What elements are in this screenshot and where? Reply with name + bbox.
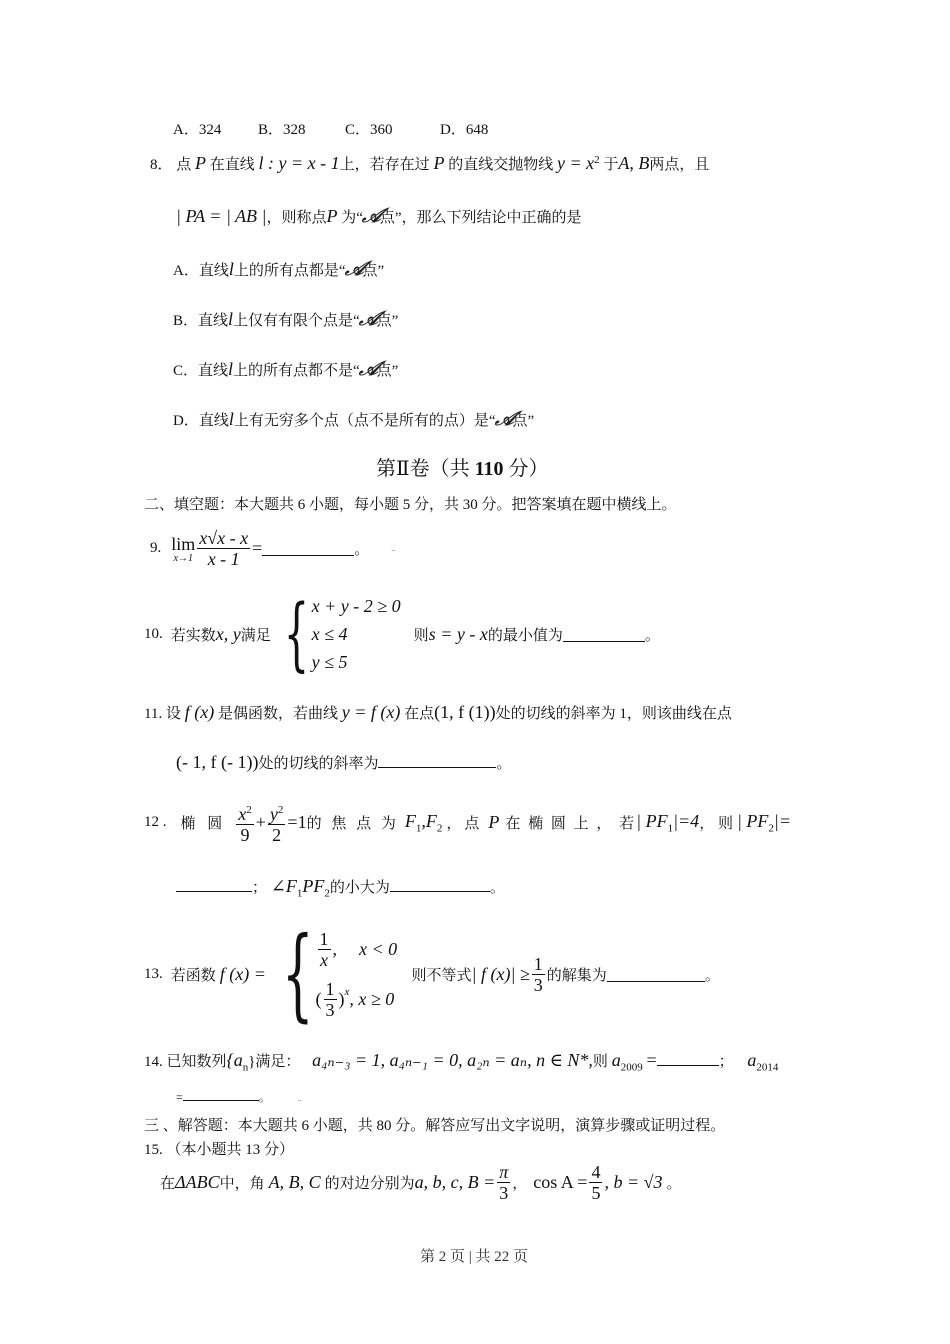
equals-one: =1 — [287, 812, 307, 832]
question-10 — [144, 587, 660, 680]
constraints — [312, 592, 412, 676]
math-parabola: y = x — [556, 153, 595, 173]
script-a-icon: 𝒜 — [357, 356, 380, 380]
section-2-title — [376, 452, 549, 481]
math-inequality: | f (x)| ≥ — [471, 963, 530, 984]
math-l: l — [228, 309, 234, 329]
denominator: 3 — [499, 1183, 509, 1203]
math-sides: a, b, c, B = — [414, 1172, 496, 1192]
option-text: 上的所有点都不是“ — [233, 363, 360, 379]
q8-option-d — [173, 406, 534, 430]
constraint: x ≤ 4 — [311, 624, 348, 644]
math-angles: A, B, C — [268, 1172, 321, 1192]
math-conditions: a₄ₙ₋₃ = 1, a₄ₙ₋₁ = 0, a₂ₙ = aₙ, n ∈ N*, — [312, 1050, 593, 1070]
text: 在 — [160, 1176, 176, 1192]
numerator: 1 — [319, 928, 329, 949]
numerator: π — [499, 1162, 509, 1182]
math-cos: cos A = — [533, 1172, 588, 1192]
math-l: l — [228, 409, 234, 429]
option-text: 上的所有点都是“ — [233, 263, 346, 279]
question-12-line1: 12 . 椭 圆 $\frac{x^2}{9}$ + $\frac{y^2}{2}$ =1 的 焦 点 为 $F_1,F_2$ ，点 P 在 椭 圆 上 ， 若 | $PF_1|=4$ ， 则 | $PF_2|=$ — [144, 800, 791, 845]
q7-option-d: D．648 — [440, 122, 489, 138]
marker: .. — [297, 1094, 302, 1103]
fraction-x: $\frac{x^2}{9}$ — [236, 800, 254, 845]
question-number: 15. — [144, 1142, 163, 1158]
text: ，则称点 — [266, 210, 327, 226]
text: 则 — [592, 1054, 608, 1070]
period: 。 — [258, 1090, 271, 1104]
q8-option-a — [173, 256, 384, 280]
option-label: D．直线 — [173, 413, 229, 429]
period: 。 — [666, 1176, 682, 1192]
text: 处的切线的斜率为 — [258, 756, 379, 772]
text: 则不等式 — [411, 967, 472, 984]
left-brace-icon: { — [283, 587, 309, 680]
text: ，点 — [446, 816, 483, 832]
option-text: 点” — [512, 413, 535, 429]
text: 中，角 — [219, 1176, 265, 1192]
option-text: 点” — [376, 363, 399, 379]
page-footer: 第 2 页 | 共 22 页 — [420, 1249, 529, 1265]
equals: |= — [773, 810, 792, 831]
math-pf1: | PF — [636, 810, 668, 831]
math-F: F — [404, 810, 416, 831]
case-2: ( $\frac{1}{3}$ ) $^x$ , x ≥ 0 — [315, 978, 395, 1020]
question-8-line1 — [150, 153, 709, 174]
math-F: F — [425, 810, 437, 831]
text: 两点，且 — [649, 157, 710, 173]
answer-blank[interactable] — [262, 541, 354, 556]
denominator: 5 — [591, 1183, 601, 1203]
math-xy: x, y — [215, 623, 241, 644]
math-condition: | PA = | AB | — [176, 206, 267, 226]
lim-subscript: x→1 — [173, 552, 193, 564]
denominator: x — [320, 949, 329, 970]
text: 已知数列 — [166, 1054, 227, 1070]
math-P: P — [488, 812, 500, 832]
text: 则 — [413, 627, 429, 644]
question-number: 13. — [144, 965, 163, 982]
question-number: 8． — [150, 157, 173, 173]
answer-blank[interactable] — [607, 967, 705, 982]
math-fx: f (x) — [184, 702, 215, 722]
text: 为“ — [341, 210, 363, 226]
answer-blank[interactable] — [657, 1051, 719, 1066]
constraint: y ≤ 5 — [311, 652, 348, 672]
question-14-line2 — [176, 1088, 302, 1105]
numerator: x√x - x — [199, 528, 249, 548]
question-number: 11. — [144, 706, 163, 722]
period: 。 — [496, 756, 512, 772]
condition: x < 0 — [359, 938, 398, 959]
numerator: 1 — [533, 953, 543, 974]
question-9 — [150, 528, 395, 569]
numerator: 4 — [591, 1162, 601, 1182]
math-seq: {a — [226, 1050, 243, 1070]
text: 于 — [603, 157, 619, 173]
denominator: x - 1 — [207, 549, 240, 569]
subscript: n — [242, 1061, 249, 1074]
text: 的 焦 点 为 — [306, 816, 399, 832]
text: 上，若存在过 — [339, 157, 430, 173]
question-number: 12 . — [144, 814, 167, 830]
constraint: x + y - 2 ≥ 0 — [311, 596, 401, 616]
fraction-y: $\frac{y^2}{2}$ — [268, 800, 286, 845]
period: 。 — [704, 967, 720, 984]
answer-blank[interactable] — [390, 877, 490, 892]
math-fx: f (x) = — [219, 963, 266, 984]
equals: = — [646, 1050, 657, 1070]
option-text: 点” — [362, 263, 385, 279]
math-angle: PF — [302, 876, 325, 896]
question-14-line1 — [144, 1050, 778, 1074]
math-angle: ∠F — [270, 876, 297, 896]
question-11-line2 — [176, 752, 512, 773]
question-number: 9. — [150, 540, 162, 556]
answer-blank[interactable] — [378, 753, 496, 768]
text: 在点 — [404, 706, 435, 722]
numerator: 1 — [325, 978, 335, 999]
math-P: P — [433, 153, 445, 173]
piecewise-cases — [316, 924, 406, 1024]
answer-blank[interactable] — [176, 877, 252, 892]
section-2-instructions: 二、填空题：本大题共 6 小题，每小题 5 分，共 30 分。把答案填在题中横线上。 — [144, 497, 677, 513]
answer-blank[interactable] — [183, 1090, 259, 1101]
question-13 — [144, 915, 720, 1032]
question-11-line1 — [144, 702, 732, 723]
question-12-line2: ； $\angle F_1PF_2$的小大为 。 — [176, 876, 505, 900]
numerator: y — [269, 804, 278, 824]
period: 。 — [354, 542, 370, 558]
math-l: l — [228, 259, 234, 279]
separator: ； — [252, 880, 268, 896]
math-a: a — [611, 1050, 621, 1070]
text: 在 椭 圆 上 ， 若 — [505, 816, 637, 832]
separator: ； — [718, 1054, 734, 1070]
denominator: 3 — [325, 999, 335, 1020]
text: 点”，那么下列结论中正确的是 — [379, 210, 582, 226]
option-text: 点” — [376, 313, 399, 329]
text: 的最小值为 — [487, 627, 563, 644]
math-pf2: | PF — [736, 810, 769, 831]
script-a-icon: 𝒜 — [342, 256, 366, 280]
fraction — [197, 528, 250, 569]
text: 满足 — [240, 627, 271, 644]
option-text: 上仅有有限个点是“ — [233, 313, 360, 329]
option-label: C．直线 — [173, 363, 229, 379]
text: 的小大为 — [329, 880, 390, 896]
math-P: P — [326, 206, 338, 226]
math-triangle: ΔABC — [175, 1172, 220, 1192]
math-objective: s = y - x — [428, 623, 488, 644]
math-line-eq: l : y = x - 1 — [258, 153, 340, 173]
text: 第Ⅱ卷（共 — [376, 458, 475, 480]
question-15-body — [160, 1162, 682, 1203]
text: 的解集为 — [546, 967, 607, 984]
lim-text: lim — [171, 533, 196, 554]
math-AB: A, B — [618, 153, 650, 173]
score-note: （本小题共 13 分） — [166, 1142, 295, 1158]
text: 在直线 — [209, 157, 255, 173]
text: 若函数 — [170, 967, 216, 984]
text: ， — [512, 1176, 528, 1192]
subscript: 2009 — [620, 1061, 643, 1074]
value: |=4 — [673, 810, 700, 831]
text: 的对边分别为 — [324, 1176, 415, 1192]
marker: .. — [391, 544, 396, 553]
text: 椭 圆 — [180, 816, 227, 832]
condition: , x ≥ 0 — [349, 988, 395, 1009]
text: 分） — [503, 458, 549, 480]
period: 。 — [644, 627, 660, 644]
text: ， 则 — [699, 816, 733, 832]
q7-option-a: A．324 — [173, 122, 222, 138]
period: 。 — [489, 880, 505, 896]
text: 若实数 — [170, 627, 216, 644]
math-point: (- 1, f (- 1)) — [176, 752, 259, 772]
text: 设 — [165, 706, 181, 722]
subscript: 2014 — [756, 1061, 779, 1074]
text: }满足： — [248, 1054, 301, 1070]
math-l: l — [228, 359, 234, 379]
q8-option-c — [173, 356, 398, 380]
denominator: 9 — [240, 825, 250, 845]
answer-blank[interactable] — [563, 627, 645, 642]
question-15-header — [144, 1138, 294, 1159]
case-1: $\frac{1}{x}$ , x < 0 — [319, 928, 398, 970]
exponent: 2 — [594, 154, 600, 166]
numerator: x — [238, 804, 247, 824]
math-yfx: y = f (x) — [341, 702, 401, 722]
text: 是偶函数，若曲线 — [217, 706, 338, 722]
option-label: B．直线 — [173, 313, 229, 329]
equals: = — [176, 1090, 183, 1104]
section-3-instructions: 三 、解答题：本大题共 6 小题，共 80 分。解答应写出文字说明，演算步骤或证明过程。 — [144, 1118, 726, 1134]
q7-option-c: C．360 — [345, 122, 393, 138]
script-a-icon: 𝒜 — [360, 203, 383, 227]
limit — [171, 534, 195, 564]
text: 处的切线的斜率为 1，则该曲线在点 — [495, 706, 732, 722]
equals: = — [252, 538, 263, 558]
text: 点 — [176, 157, 192, 173]
left-brace-icon: { — [281, 915, 314, 1032]
question-number: 10. — [144, 625, 163, 642]
question-8-line2 — [176, 203, 582, 227]
denominator: 3 — [533, 974, 543, 995]
math-b: , b = √3 — [604, 1172, 663, 1192]
score: 110 — [474, 458, 504, 480]
script-a-icon: 𝒜 — [492, 406, 516, 430]
text: 的直线交抛物线 — [448, 157, 554, 173]
math-a: a — [747, 1050, 757, 1070]
math-P: P — [195, 153, 207, 173]
option-label: A．直线 — [173, 263, 229, 279]
script-a-icon: 𝒜 — [357, 306, 380, 330]
denominator: 2 — [272, 825, 282, 845]
q7-option-b: B．328 — [258, 122, 306, 138]
q8-option-b — [173, 306, 398, 330]
question-number: 14. — [144, 1054, 163, 1070]
option-text: 上有无穷多个点（点不是所有的点）是“ — [233, 413, 496, 429]
math-point: (1, f (1)) — [434, 702, 496, 722]
